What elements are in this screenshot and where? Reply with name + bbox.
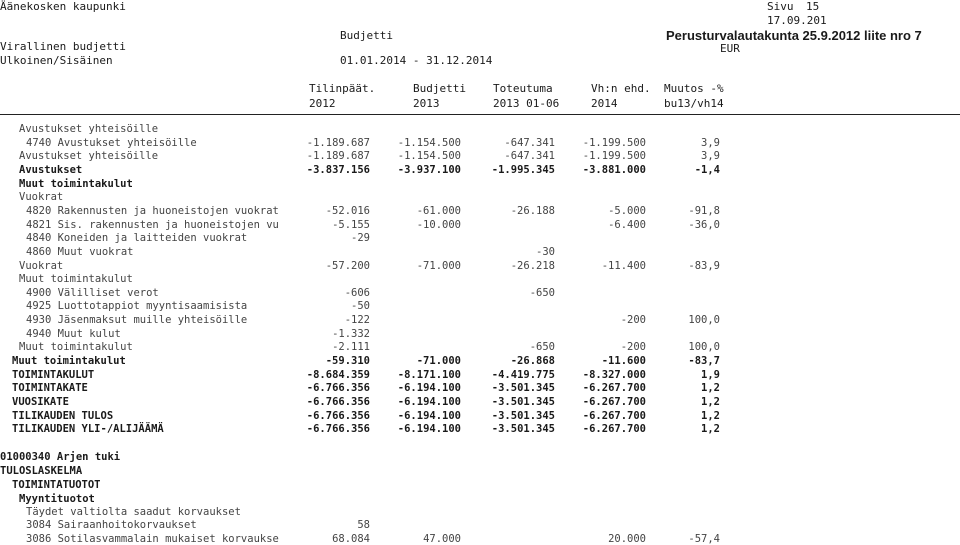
header-divider bbox=[0, 114, 960, 115]
column-header-label: Muutos -% bbox=[664, 82, 724, 95]
row-value: -6.267.700 bbox=[582, 382, 646, 395]
row-label: TILIKAUDEN YLI-/ALIJÄÄMÄ bbox=[12, 423, 164, 436]
row-value: -6.267.700 bbox=[582, 396, 646, 408]
column-header-sub: bu13/vh14 bbox=[664, 97, 724, 110]
row-value: -200 bbox=[620, 341, 646, 354]
subgroup-title: Täydet valtiolta saadut korvaukset bbox=[26, 506, 241, 518]
row-label: 4820 Rakennusten ja huoneistojen vuokrat bbox=[26, 204, 279, 217]
row-value: -5.155 bbox=[332, 218, 370, 231]
page-number: 15 bbox=[806, 0, 820, 13]
row-value: -11.600 bbox=[601, 355, 646, 368]
row-label: Avustukset bbox=[19, 163, 83, 176]
row-value: -647.341 bbox=[504, 150, 555, 163]
row-value: -3.837.156 bbox=[306, 163, 370, 176]
row-value: -36,0 bbox=[688, 218, 720, 231]
row-label: 4930 Jäsenmaksut muille yhteisöille bbox=[26, 314, 248, 327]
column-header-sub: 2012 bbox=[309, 97, 336, 110]
row-label: Avustukset yhteisöille bbox=[19, 150, 159, 163]
row-value: -6.267.700 bbox=[582, 423, 646, 436]
row-value: -52.016 bbox=[325, 204, 370, 217]
page-label: Sivu bbox=[767, 0, 794, 13]
unit-title: 01000340 Arjen tuki bbox=[0, 451, 121, 463]
row-value: -57,4 bbox=[688, 533, 720, 545]
row-value: -6.194.100 bbox=[397, 396, 461, 408]
row-value: -29 bbox=[351, 232, 370, 245]
row-label: 4940 Muut kulut bbox=[26, 327, 121, 340]
row-value: 20.000 bbox=[608, 533, 646, 545]
row-value: 1,2 bbox=[701, 409, 720, 422]
row-value: -57.200 bbox=[325, 259, 370, 272]
row-label: Muut toimintakulut bbox=[19, 273, 133, 286]
row-value: -650 bbox=[529, 286, 555, 299]
row-label: Muut toimintakulut bbox=[19, 341, 133, 354]
row-value: -6.766.356 bbox=[306, 382, 370, 395]
period-label: 01.01.2014 - 31.12.2014 bbox=[340, 54, 493, 67]
row-value: -30 bbox=[536, 245, 555, 258]
row-value: 68.084 bbox=[332, 533, 370, 545]
row-value: -3.501.345 bbox=[491, 423, 555, 436]
row-value: -3.501.345 bbox=[491, 409, 555, 422]
row-label: TOIMINTAKULUT bbox=[12, 368, 95, 381]
row-label: Muut toimintakulut bbox=[19, 177, 133, 190]
row-value: -3.937.100 bbox=[397, 163, 461, 176]
row-value: -83,7 bbox=[688, 355, 720, 368]
row-value: -71.000 bbox=[416, 259, 461, 272]
row-value: -606 bbox=[344, 286, 370, 299]
official-budget-label: Virallinen budjetti bbox=[0, 40, 126, 53]
column-header-label: Budjetti bbox=[413, 82, 466, 95]
row-label: TOIMINTAKATE bbox=[12, 382, 88, 395]
row-value: -1.199.500 bbox=[582, 150, 646, 163]
row-value: 1,9 bbox=[701, 368, 720, 381]
row-label: 3086 Sotilasvammalain mukaiset korvaukse bbox=[26, 533, 279, 545]
column-header-label: Vh:n ehd. bbox=[591, 82, 651, 95]
row-value: 1,2 bbox=[701, 396, 720, 408]
external-internal-label: Ulkoinen/Sisäinen bbox=[0, 54, 113, 67]
row-label: 4860 Muut vuokrat bbox=[26, 245, 134, 258]
row-value: -6.766.356 bbox=[306, 409, 370, 422]
row-value: -1.995.345 bbox=[491, 163, 555, 176]
row-value: -6.267.700 bbox=[582, 409, 646, 422]
row-value: 100,0 bbox=[688, 341, 720, 354]
statement-title: TULOSLASKELMA bbox=[0, 465, 83, 477]
row-value: -4.419.775 bbox=[491, 368, 555, 381]
column-header-sub: 2013 01-06 bbox=[493, 97, 560, 110]
row-value: 3,9 bbox=[701, 150, 720, 163]
row-value: -1.189.687 bbox=[306, 136, 370, 149]
row-value: -1.189.687 bbox=[306, 150, 370, 163]
committee-title: Perusturvalautakunta 25.9.2012 liite nro 7 bbox=[666, 28, 922, 43]
column-header-label: Toteutuma bbox=[493, 82, 553, 95]
row-label: Vuokrat bbox=[19, 259, 64, 272]
row-label: 4900 Välilliset verot bbox=[26, 286, 159, 299]
row-value: -6.194.100 bbox=[397, 423, 461, 436]
row-label: Muut toimintakulut bbox=[12, 355, 126, 368]
row-value: 58 bbox=[357, 519, 370, 531]
row-value: -6.766.356 bbox=[306, 396, 370, 408]
row-value: -6.194.100 bbox=[397, 409, 461, 422]
row-value: -1.332 bbox=[332, 327, 370, 340]
row-label: VUOSIKATE bbox=[12, 396, 69, 408]
currency-label: EUR bbox=[720, 42, 740, 55]
row-value: -6.400 bbox=[608, 218, 646, 231]
print-date: 17.09.201 bbox=[767, 14, 827, 27]
row-value: -11.400 bbox=[601, 259, 646, 272]
row-value: 100,0 bbox=[688, 314, 720, 327]
row-value: -5.000 bbox=[608, 204, 646, 217]
row-value: -1.154.500 bbox=[397, 150, 461, 163]
row-value: -8.684.359 bbox=[306, 368, 370, 381]
row-value: -200 bbox=[620, 314, 646, 327]
row-label: 4821 Sis. rakennusten ja huoneistojen vu bbox=[26, 218, 279, 231]
row-value: -26.868 bbox=[510, 355, 555, 368]
row-value: -59.310 bbox=[325, 355, 370, 368]
budget-label: Budjetti bbox=[340, 29, 393, 42]
row-label: 4925 Luottotappiot myyntisaamisista bbox=[26, 300, 248, 313]
column-header-sub: 2014 bbox=[591, 97, 618, 110]
row-value: -3.501.345 bbox=[491, 396, 555, 408]
row-value: -122 bbox=[344, 314, 370, 327]
row-value: -91,8 bbox=[688, 204, 720, 217]
row-value: -8.171.100 bbox=[397, 368, 461, 381]
row-value: -650 bbox=[529, 341, 555, 354]
row-value: -6.766.356 bbox=[306, 423, 370, 436]
row-value: -1.154.500 bbox=[397, 136, 461, 149]
column-header-label: Tilinpäät. bbox=[309, 82, 376, 95]
row-value: -6.194.100 bbox=[397, 382, 461, 395]
row-value: -2.111 bbox=[332, 341, 370, 354]
row-value: -3.501.345 bbox=[491, 382, 555, 395]
row-value: -1,4 bbox=[694, 163, 720, 176]
column-header-sub: 2013 bbox=[413, 97, 440, 110]
row-label: 3084 Sairaanhoitokorvaukset bbox=[26, 519, 197, 531]
row-value: -1.199.500 bbox=[582, 136, 646, 149]
row-value: -10.000 bbox=[416, 218, 461, 231]
row-label: TILIKAUDEN TULOS bbox=[12, 409, 114, 422]
row-label: 4740 Avustukset yhteisöille bbox=[26, 136, 197, 149]
municipality-name: Äänekosken kaupunki bbox=[0, 0, 126, 13]
row-value: 1,2 bbox=[701, 382, 720, 395]
row-value: -61.000 bbox=[416, 204, 461, 217]
row-label: 4840 Koneiden ja laitteiden vuokrat bbox=[26, 232, 248, 245]
row-value: -50 bbox=[351, 300, 370, 313]
row-label: Avustukset yhteisöille bbox=[19, 123, 159, 135]
row-value: 3,9 bbox=[701, 136, 720, 149]
row-value: -26.188 bbox=[510, 204, 555, 217]
row-value: -26.218 bbox=[510, 259, 555, 272]
row-value: -3.881.000 bbox=[582, 163, 646, 176]
row-value: -8.327.000 bbox=[582, 368, 646, 381]
income-title: TOIMINTATUOTOT bbox=[12, 479, 101, 491]
row-value: 1,2 bbox=[701, 423, 720, 436]
row-value: -647.341 bbox=[504, 136, 555, 149]
row-value: -83,9 bbox=[688, 259, 720, 272]
row-value: -71.000 bbox=[416, 355, 461, 368]
sales-title: Myyntituotot bbox=[19, 493, 95, 505]
row-value: 47.000 bbox=[423, 533, 461, 545]
row-label: Vuokrat bbox=[19, 191, 64, 204]
